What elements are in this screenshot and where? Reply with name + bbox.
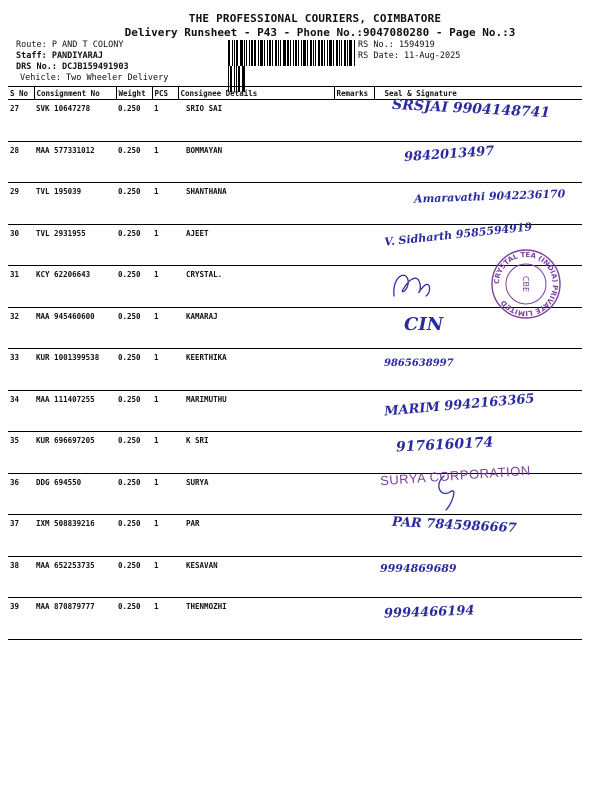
table-row [8,141,582,183]
cell-remarks [334,224,374,266]
barcode-bar [301,40,302,66]
cell-weight: 0.250 [116,100,152,142]
rs-date: RS Date: 11-Aug-2025 [358,51,461,61]
seal-ring-text: CRYSTAL TEA (INDIA) PRIVATE LIMITED [492,250,560,318]
col-header-pcs: PCS [152,87,178,100]
handwritten-signature: Amaravathi 9042236170 [413,187,566,206]
handwritten-signature: CIN [404,313,444,335]
route-label: Route: P AND T COLONY [16,40,124,50]
col-header-signature: Seal & Signature [374,87,582,100]
cell-pcs: 1 [152,100,178,142]
cell-sno: 36 [8,473,34,515]
vehicle-label: Vehicle: Two Wheeler Delivery [20,73,169,83]
barcode-bar [246,40,247,66]
cell-pcs: 1 [152,473,178,515]
handwritten-signature: PAR 7845986667 [391,514,518,537]
handwritten-signature: MARIM 9942163365 [383,390,536,420]
barcode-bar [269,40,271,66]
cell-pcs: 1 [152,515,178,557]
cell-signature [374,183,582,225]
barcode-bar [344,40,346,66]
cell-consignee: PAR [178,515,334,557]
handwritten-signature: 9865638997 [384,358,454,369]
cell-remarks [334,349,374,391]
cell-remarks [334,307,374,349]
cell-signature [374,598,582,640]
rs-number: RS No.: 1594919 [358,40,435,50]
cell-sno: 29 [8,183,34,225]
barcode-bar [349,40,352,66]
barcode-bar [315,40,316,66]
cell-weight: 0.250 [116,349,152,391]
handwritten-signature: 9176160174 [395,434,494,456]
barcode-bar [341,40,342,66]
barcode-bar [234,40,235,66]
table-row [8,556,582,598]
barcode-bar [310,40,312,66]
barcode-bar [327,40,328,66]
handwritten-signature: V. Sidharth 9585594919 [383,219,533,249]
cell-consignee: SHANTHANA [178,183,334,225]
barcode-bar [232,40,233,66]
barcode-bar [267,40,268,66]
col-header-consignment: Consignment No [34,87,116,100]
cell-consignee: K SRI [178,432,334,474]
barcode-bar [290,40,291,66]
cell-consignment: MAA 577331012 [34,141,116,183]
cell-weight: 0.250 [116,515,152,557]
cell-weight: 0.250 [116,473,152,515]
cell-consignee: MARIMUTHU [178,390,334,432]
handwritten-signature: 9994466194 [383,603,475,622]
cell-pcs: 1 [152,183,178,225]
scribble-signature [374,266,482,306]
cell-remarks [334,141,374,183]
barcode-bar [287,40,289,66]
cell-sno: 34 [8,390,34,432]
cell-consignee: KEERTHIKA [178,349,334,391]
cell-pcs: 1 [152,598,178,640]
barcode-bar [336,40,338,66]
cell-consignee: THENMOZHI [178,598,334,640]
cell-remarks [334,390,374,432]
col-header-remarks: Remarks [334,87,374,100]
table-row [8,183,582,225]
barcode-bar [264,40,265,66]
cell-remarks [334,266,374,308]
cell-pcs: 1 [152,390,178,432]
barcode-bar [318,40,320,66]
cell-consignment: KUR 696697205 [34,432,116,474]
cell-signature [374,515,582,557]
barcode-bar [324,40,325,66]
cell-consignment: DDG 694550 [34,473,116,515]
staff-label: Staff: PANDIYARAJ [16,51,103,61]
cell-signature [374,390,582,432]
barcode-bar [298,40,299,66]
barcode-bar [333,40,334,66]
barcode-bar [293,40,294,66]
cell-sno: 32 [8,307,34,349]
barcode-bar [280,40,281,66]
cell-consignment: MAA 111407255 [34,390,116,432]
barcode-bar [354,40,355,66]
barcode-bar [249,40,250,66]
col-header-sno: S No [8,87,34,100]
barcode-bar [347,40,348,66]
barcode-bar [321,40,323,66]
cell-signature [374,349,582,391]
handwritten-signature: 9994869689 [380,561,457,575]
table-row [8,515,582,557]
cell-sno: 28 [8,141,34,183]
cell-sno: 39 [8,598,34,640]
surya-stamp: SURYA CORPORATION [379,462,532,489]
cell-sno: 37 [8,515,34,557]
barcode-bar [236,40,238,66]
cell-consignee: CRYSTAL. [178,266,334,308]
cell-remarks [334,100,374,142]
cell-remarks [334,432,374,474]
cell-pcs: 1 [152,556,178,598]
cell-weight: 0.250 [116,598,152,640]
table-row [8,390,582,432]
table-row [8,100,582,142]
barcode-bar [303,40,306,66]
table-row [8,598,582,640]
table-row [8,349,582,391]
cell-sno: 35 [8,432,34,474]
barcode-bar [244,40,245,66]
runsheet-table [8,86,582,640]
cell-signature [374,96,582,142]
cell-consignee: SURYA [178,473,334,515]
barcode-bar [307,40,308,66]
cell-signature [374,141,582,183]
col-header-consignee: Consignee Details [178,87,334,100]
cell-weight: 0.250 [116,141,152,183]
cell-consignee: AJEET [178,224,334,266]
barcode [228,40,356,66]
company-title: THE PROFESSIONAL COURIERS, COIMBATORE [188,12,442,25]
cell-weight: 0.250 [116,432,152,474]
cell-pcs: 1 [152,432,178,474]
cell-signature [374,556,582,598]
seal-center-text: CBE [521,275,530,293]
cell-pcs: 1 [152,266,178,308]
cell-pcs: 1 [152,224,178,266]
cell-consignment: SVK 10647278 [34,100,116,142]
cell-sno: 30 [8,224,34,266]
cell-sno: 31 [8,266,34,308]
cell-weight: 0.250 [116,183,152,225]
barcode-bar [278,40,279,66]
barcode-bar [295,40,297,66]
cell-remarks [334,556,374,598]
cell-consignment: MAA 945460600 [34,307,116,349]
cell-remarks [334,598,374,640]
barcode-bar [329,40,332,66]
cell-consignment: KUR 1001399538 [34,349,116,391]
runsheet-subtitle: Delivery Runsheet - P43 - Phone No.:9047080280 - Page No.:3 [124,26,516,39]
barcode-bar [240,40,243,66]
cell-sno: 27 [8,100,34,142]
cell-consignee: SRIO SAI [178,100,334,142]
cell-consignment: TVL 195039 [34,183,116,225]
cell-consignment: KCY 62206643 [34,266,116,308]
drs-label: DRS No.: DCJB159491903 [16,62,129,72]
cell-remarks [334,183,374,225]
cell-consignee: KESAVAN [178,556,334,598]
cell-pcs: 1 [152,307,178,349]
cell-weight: 0.250 [116,556,152,598]
table-header-row [8,87,582,100]
cell-sno: 38 [8,556,34,598]
handwritten-signature: SRSJAI 9904148741 [391,96,551,122]
cell-remarks [334,515,374,557]
handwritten-signature: 9842013497 [403,143,495,165]
cell-weight: 0.250 [116,390,152,432]
cell-remarks [334,473,374,515]
barcode-bar [283,40,286,66]
crystal-tea-seal [490,248,562,320]
cell-consignment: MAA 870879777 [34,598,116,640]
cell-weight: 0.250 [116,266,152,308]
cell-weight: 0.250 [116,224,152,266]
barcode-bar [272,40,273,66]
cell-pcs: 1 [152,141,178,183]
cell-consignee: KAMARAJ [178,307,334,349]
cell-weight: 0.250 [116,307,152,349]
cell-pcs: 1 [152,349,178,391]
barcode-bar [228,40,230,66]
cell-consignment: MAA 652253735 [34,556,116,598]
barcode-bar [339,40,340,66]
barcode-bar [251,40,253,66]
barcode-bar [313,40,314,66]
barcode-bar [275,40,277,66]
col-header-weight: Weight [116,87,152,100]
cell-consignment: IXM 508839216 [34,515,116,557]
cell-consignment: TVL 2931955 [34,224,116,266]
cell-sno: 33 [8,349,34,391]
barcode-bar [260,40,263,66]
cell-consignee: BOMMAYAN [178,141,334,183]
barcode-bar [254,40,256,66]
barcode-bar [258,40,259,66]
